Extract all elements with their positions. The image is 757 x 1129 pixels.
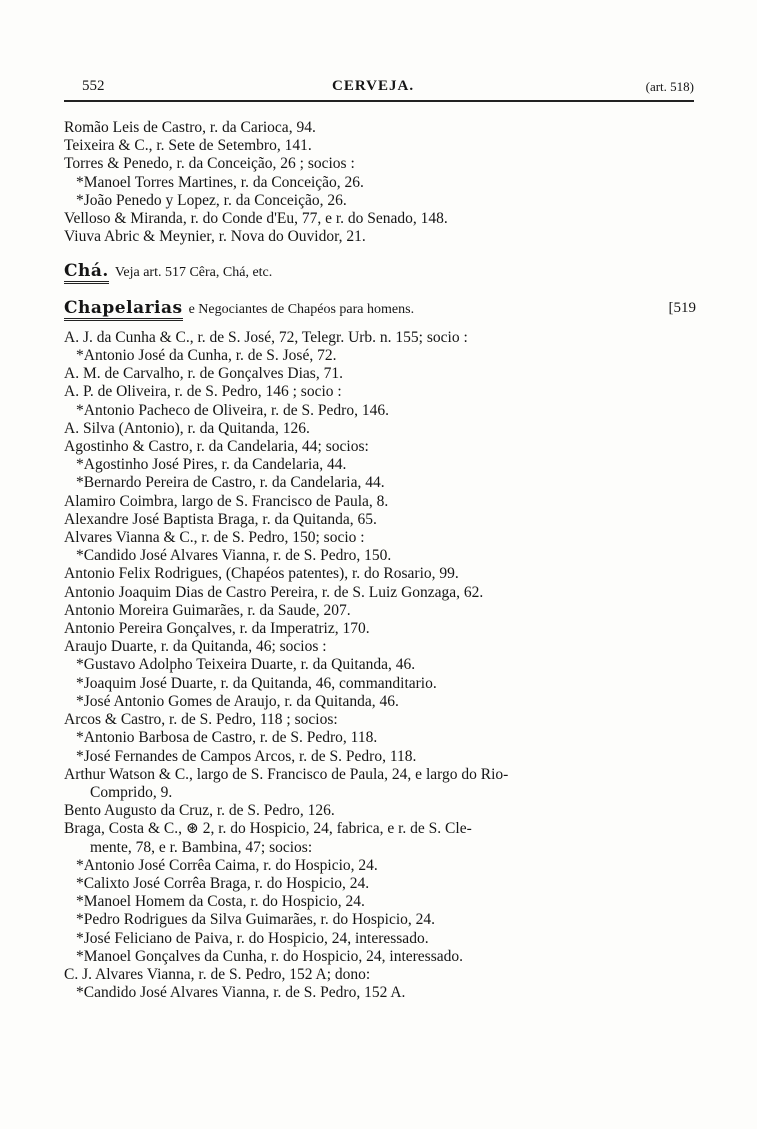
list-item: *Candido José Alvares Vianna, r. de S. Pedro, 152 A.: [76, 984, 406, 1002]
list-item: Torres & Penedo, r. da Conceição, 26 ; socios :: [64, 155, 355, 173]
list-item: *Joaquim José Duarte, r. da Quitanda, 46, commanditario.: [76, 674, 437, 692]
list-item: Romão Leis de Castro, r. da Carioca, 94.: [64, 119, 316, 136]
list-item: Agostinho & Castro, r. da Candelaria, 44; socios:: [64, 438, 369, 456]
section-cha: [64, 262, 696, 282]
list-item: Antonio Felix Rodrigues, (Chapéos patentes), r. do Rosario, 99.: [64, 565, 459, 583]
list-item: Alvares Vianna & C., r. de S. Pedro, 150; socio :: [64, 529, 365, 547]
list-item: A. M. de Carvalho, r. de Gonçalves Dias, 71.: [64, 365, 343, 383]
list-item: *José Feliciano de Paiva, r. do Hospicio, 24, interessado.: [76, 929, 429, 947]
list-item: Bento Augusto da Cruz, r. de S. Pedro, 126.: [64, 802, 335, 820]
list-item: *Pedro Rodrigues da Silva Guimarães, r. do Hospicio, 24.: [76, 911, 436, 929]
list-item: Teixeira & C., r. Sete de Setembro, 141.: [64, 137, 312, 155]
section-heading-cha: Chá.: [64, 261, 109, 284]
list-item: *Antonio José da Cunha, r. de S. José, 72.: [76, 347, 337, 365]
list-item: *Gustavo Adolpho Teixeira Duarte, r. da Quitanda, 46.: [76, 656, 416, 674]
list-item: *Antonio José Corrêa Caima, r. do Hospicio, 24.: [76, 856, 378, 874]
section-heading-chapelarias: Chapelarias: [64, 298, 183, 321]
list-item-continuation: mente, 78, e r. Bambina, 47; socios:: [90, 838, 313, 856]
list-item: Arcos & Castro, r. de S. Pedro, 118 ; socios:: [64, 711, 338, 729]
list-item: *Manoel Torres Martines, r. da Conceição, 26.: [76, 173, 364, 191]
list-item: *Bernardo Pereira de Castro, r. da Candelaria, 44.: [76, 474, 385, 492]
list-item: *José Fernandes de Campos Arcos, r. de S. Pedro, 118.: [76, 747, 417, 765]
list-item: Antonio Joaquim Dias de Castro Pereira, r. de S. Luiz Gonzaga, 62.: [64, 583, 484, 601]
page-title: CERVEJA.: [332, 78, 415, 94]
list-item: Viuva Abric & Meynier, r. Nova do Ouvidor, 21.: [64, 228, 366, 246]
list-item: *José Antonio Gomes de Araujo, r. da Quitanda, 46.: [76, 692, 399, 710]
section-cha-text: Veja art. 517 Cêra, Chá, etc.: [114, 265, 273, 281]
list-item: Braga, Costa & C., ⊛ 2, r. do Hospicio, 24, fabrica, e r. de S. Cle-: [64, 820, 472, 838]
list-item: Araujo Duarte, r. da Quitanda, 46; socios :: [64, 638, 327, 656]
page-number: 552: [82, 78, 105, 94]
list-item: A. J. da Cunha & C., r. de S. José, 72, Telegr. Urb. n. 155; socio :: [64, 328, 468, 346]
list-item: C. J. Alvares Vianna, r. de S. Pedro, 152 A; dono:: [64, 965, 371, 983]
directory-body: [64, 119, 696, 1002]
list-item: A. Silva (Antonio), r. da Quitanda, 126.: [64, 419, 310, 437]
list-item: Velloso & Miranda, r. do Conde d'Eu, 77, e r. do Senado, 148.: [64, 210, 448, 228]
list-item: *Manoel Gonçalves da Cunha, r. do Hospicio, 24, interessado.: [76, 947, 463, 965]
list-item: *Manoel Homem da Costa, r. do Hospicio, 24.: [76, 893, 365, 911]
list-item: Alexandre José Baptista Braga, r. da Quitanda, 65.: [64, 510, 377, 528]
list-item: *Antonio Pacheco de Oliveira, r. de S. Pedro, 146.: [76, 401, 389, 419]
list-item: *Agostinho José Pires, r. da Candelaria, 44.: [76, 456, 347, 474]
running-header: [64, 78, 694, 102]
list-item: *Antonio Barbosa de Castro, r. de S. Pedro, 118.: [76, 729, 378, 747]
list-item-continuation: Comprido, 9.: [90, 783, 173, 801]
list-item: *Candido José Alvares Vianna, r. de S. Pedro, 150.: [76, 547, 392, 565]
section-description: e Negociantes de Chapéos para homens.: [188, 301, 415, 317]
list-item: Arthur Watson & C., largo de S. Francisco de Paula, 24, e largo do Rio-: [64, 765, 509, 783]
list-item: *João Penedo y Lopez, r. da Conceição, 26.: [76, 191, 347, 209]
list-item: Antonio Pereira Gonçalves, r. da Imperatriz, 170.: [64, 620, 370, 638]
list-item: *Calixto José Corrêa Braga, r. do Hospicio, 24.: [76, 874, 370, 892]
list-item: Alamiro Coimbra, largo de S. Francisco de Paula, 8.: [64, 492, 389, 510]
list-item: A. P. de Oliveira, r. de S. Pedro, 146 ; socio :: [64, 383, 342, 401]
list-item: Antonio Moreira Guimarães, r. da Saude, 207.: [64, 601, 351, 619]
section-chapelarias: [64, 299, 696, 319]
article-reference: (art. 518): [645, 79, 694, 94]
section-reference: [519: [668, 299, 696, 316]
